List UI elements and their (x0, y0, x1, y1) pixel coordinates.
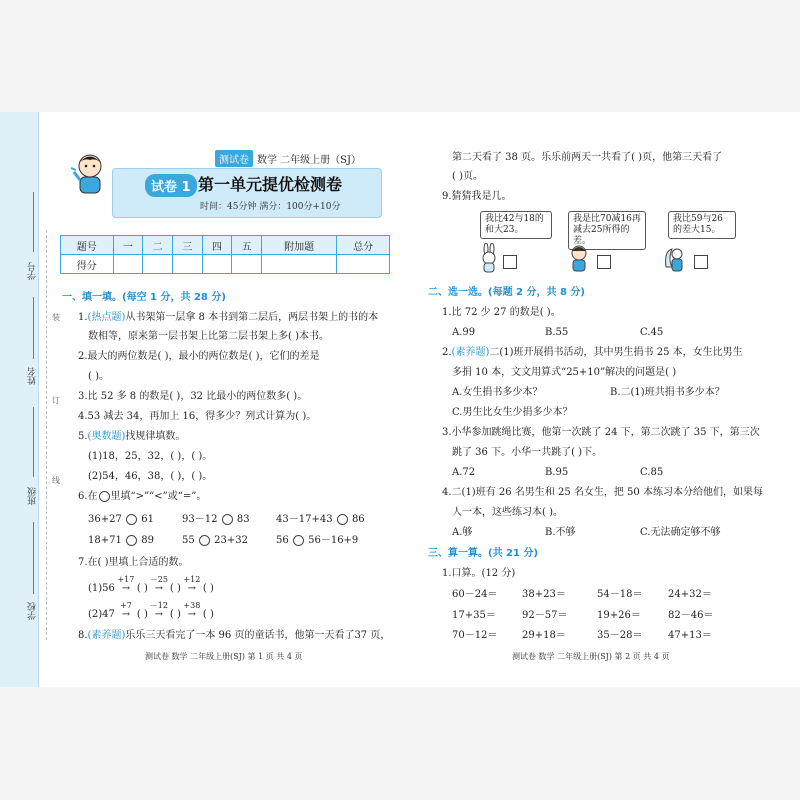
class-line (33, 407, 34, 477)
calc-item: 24+32＝ (668, 589, 712, 600)
cut-mark: 订 (52, 396, 60, 405)
option[interactable]: B.55 (545, 327, 569, 338)
option[interactable]: A.72 (452, 467, 476, 478)
option[interactable]: C.85 (640, 467, 664, 478)
name-line (33, 297, 34, 359)
question-4: 4.53 减去 34，再加上 16，得多少？列式计算为( )。 (78, 411, 317, 422)
score-cell[interactable] (143, 255, 173, 274)
answer-box[interactable] (597, 255, 611, 269)
option[interactable]: B.不够 (545, 527, 576, 538)
score-cell[interactable] (232, 255, 262, 274)
calc-item: 19+26＝ (597, 610, 641, 621)
choice-3: 3.小华参加跳绳比赛，他第一次跳了 24 下，第二次跳了 35 下，第三次 (442, 427, 760, 438)
score-header-cell: 附加题 (261, 236, 336, 255)
section-heading: 二、选一选。(每题 2 分，共 8 分) (428, 287, 585, 298)
compare-circle[interactable] (222, 514, 233, 525)
choice-2: 2.(素养题)二(1)班开展捐书活动，其中男生捐书 25 本，女生比男生 (442, 347, 743, 358)
answer-box[interactable] (694, 255, 708, 269)
compare-item: 18+71 89 (88, 535, 154, 546)
question-5: 5.(奥数题)找规律填数。 (78, 431, 186, 442)
page-footer-right: 测试卷 数学 二年级上册(SJ) 第 2 页 共 4 页 (512, 652, 670, 661)
score-cell[interactable] (261, 255, 336, 274)
choice-4: 4.二(1)班有 26 名男生和 25 名女生，把 50 本练习本分给他们，如果每 (442, 487, 763, 498)
score-header-cell: 五 (232, 236, 262, 255)
question-8: 8.(素养题)乐乐三天看完了一本 96 页的童话书，他第一天看了37 页， (78, 630, 391, 641)
class-label: 班级 (28, 487, 38, 505)
circle-icon (99, 491, 110, 502)
question-text: 多捐 10 本，文文用算式“25+10”解决的问题是( ) (452, 367, 677, 378)
score-table (60, 235, 390, 274)
cut-line (46, 230, 47, 640)
paper-number-badge: 试卷 1 (145, 174, 197, 197)
section-heading: 一、填一填。(每空 1 分，共 28 分) (62, 292, 226, 303)
score-row-label: 得分 (61, 255, 114, 274)
score-cell[interactable] (172, 255, 202, 274)
score-cell[interactable] (202, 255, 232, 274)
hot-tag: (奥数题) (87, 431, 126, 442)
squirrel-icon (664, 243, 686, 273)
answer-box[interactable] (503, 255, 517, 269)
calc-item: 35－28＝ (597, 630, 643, 641)
calc-item: 38+23＝ (522, 589, 566, 600)
question-text: 找规律填数。 (125, 431, 186, 442)
compare-item: 56 56－16+9 (276, 535, 359, 546)
speech-bubble: 我比59与26的差大15。 (668, 211, 736, 239)
question-text: 数相等，原来第一层书架上比第二层书架上多( )本书。 (88, 331, 329, 342)
question-3: 3.比 52 多 8 的数是( )，32 比最小的两位数多( )。 (78, 391, 308, 402)
question-2: 2.最大的两位数是( )，最小的两位数是( )，它们的差是 (78, 351, 320, 362)
question-text: 乐乐三天看完了一本 96 页的童话书，他第一天看了37 页， (125, 630, 391, 641)
student-number-line (33, 192, 34, 252)
exam-time-score: 时间：45分钟 满分：100分+10分 (200, 202, 341, 212)
question-6: 6.在 里填“>”“<”或“=”。 (78, 491, 207, 502)
score-header-cell: 三 (172, 236, 202, 255)
book-name: 数学 二年级上册（SJ） (257, 154, 362, 166)
option[interactable]: B.95 (545, 467, 569, 478)
question-text: 从书架第一层拿 8 本书到第二层后，两层书架上的书的本 (125, 312, 379, 323)
calc-item: 70－12＝ (452, 630, 498, 641)
question-text: 二(1)班开展捐书活动，其中男生捐书 25 本，女生比男生 (489, 347, 743, 358)
school-line (33, 522, 34, 594)
name-label: 姓名 (28, 367, 38, 385)
rabbit-icon (478, 243, 500, 273)
section-heading: 三、算一算。(共 21 分) (428, 548, 539, 559)
score-header-cell: 二 (143, 236, 173, 255)
compare-circle[interactable] (293, 535, 304, 546)
choice-1: 1.比 72 少 27 的数是( )。 (442, 307, 561, 318)
calc-item: 54－18＝ (597, 589, 643, 600)
compare-circle[interactable] (337, 514, 348, 525)
question-text: 里填“>”“<”或“=”。 (110, 491, 207, 502)
compare-circle[interactable] (199, 535, 210, 546)
cartoon-boy-icon (66, 150, 116, 200)
score-cell[interactable] (337, 255, 390, 274)
compare-item: 36+27 61 (88, 514, 154, 525)
option[interactable]: B.二(1)班共捐书多少本？ (610, 387, 725, 398)
page-footer-left: 测试卷 数学 二年级上册(SJ) 第 1 页 共 4 页 (145, 652, 303, 661)
calc-item: 29+18＝ (522, 630, 566, 641)
mental-math-heading: 1.口算。(12 分) (442, 568, 516, 579)
score-header-cell: 四 (202, 236, 232, 255)
question-1: 1.(热点题)从书架第一层拿 8 本书到第二层后，两层书架上的书的本 (78, 312, 379, 323)
option[interactable]: A.女生捐书多少本？ (452, 387, 543, 398)
calc-item: 82－46＝ (668, 610, 714, 621)
option[interactable]: A.够 (452, 527, 473, 538)
score-header-cell: 题号 (61, 236, 114, 255)
hot-tag: (热点题) (87, 312, 126, 323)
question-7: 7.在( )里填上合适的数。 (78, 557, 189, 568)
calc-item: 60－24＝ (452, 589, 498, 600)
student-number-label: 学号 (28, 262, 38, 280)
compare-circle[interactable] (126, 514, 137, 525)
option[interactable]: A.99 (452, 327, 476, 338)
compare-circle[interactable] (126, 535, 137, 546)
option[interactable]: C.45 (640, 327, 664, 338)
question-text: 第二天看了 38 页。乐乐前两天一共看了( )页，他第三天看了 (452, 152, 723, 163)
test-tag: 测试卷 (215, 150, 253, 167)
score-header-cell: 总分 (337, 236, 390, 255)
score-header-cell: 一 (113, 236, 143, 255)
arrow-chain-1: (1)56 → +17 ( ) → －25 ( ) → +12 ( ) (88, 575, 214, 594)
speech-bubble: 我是比70减16再减去25所得的差。 (568, 211, 646, 250)
speech-bubble: 我比42与18的和大23。 (480, 211, 552, 239)
page-title: 第一单元提优检测卷 (198, 175, 343, 194)
kid-icon (568, 243, 590, 273)
sequence-1: (1)18，25，32，( )，( )。 (88, 451, 213, 462)
compare-item: 55 23+32 (182, 535, 248, 546)
cut-mark: 线 (52, 476, 60, 485)
hot-tag: (素养题) (451, 347, 490, 358)
cut-mark: 装 (52, 313, 60, 322)
question-text: ( )页。 (452, 171, 483, 182)
sequence-2: (2)54，46，38，( )，( )。 (88, 471, 213, 482)
score-cell[interactable] (113, 255, 143, 274)
calc-item: 17+35＝ (452, 610, 496, 621)
option[interactable]: C.无法确定够不够 (640, 527, 721, 538)
calc-item: 92－57＝ (522, 610, 568, 621)
header-top (215, 150, 361, 166)
question-text: 人一本，这些练习本( )。 (452, 507, 563, 518)
binding-strip (0, 112, 39, 687)
question-text: ( )。 (88, 371, 109, 382)
question-text: 跳了 36 下。小华一共跳了( )下。 (452, 447, 603, 458)
school-label: 学校 (28, 602, 38, 620)
arrow-chain-2: (2)47 → +7 ( ) → －12 ( ) → +38 ( ) (88, 601, 214, 620)
option[interactable]: C.男生比女生少捐多少本？ (452, 407, 573, 418)
question-9: 9.猜猜我是几。 (442, 191, 512, 202)
hot-tag: (素养题) (87, 630, 126, 641)
compare-item: 43－17+43 86 (276, 514, 365, 525)
calc-item: 47+13＝ (668, 630, 712, 641)
compare-item: 93－12 83 (182, 514, 250, 525)
